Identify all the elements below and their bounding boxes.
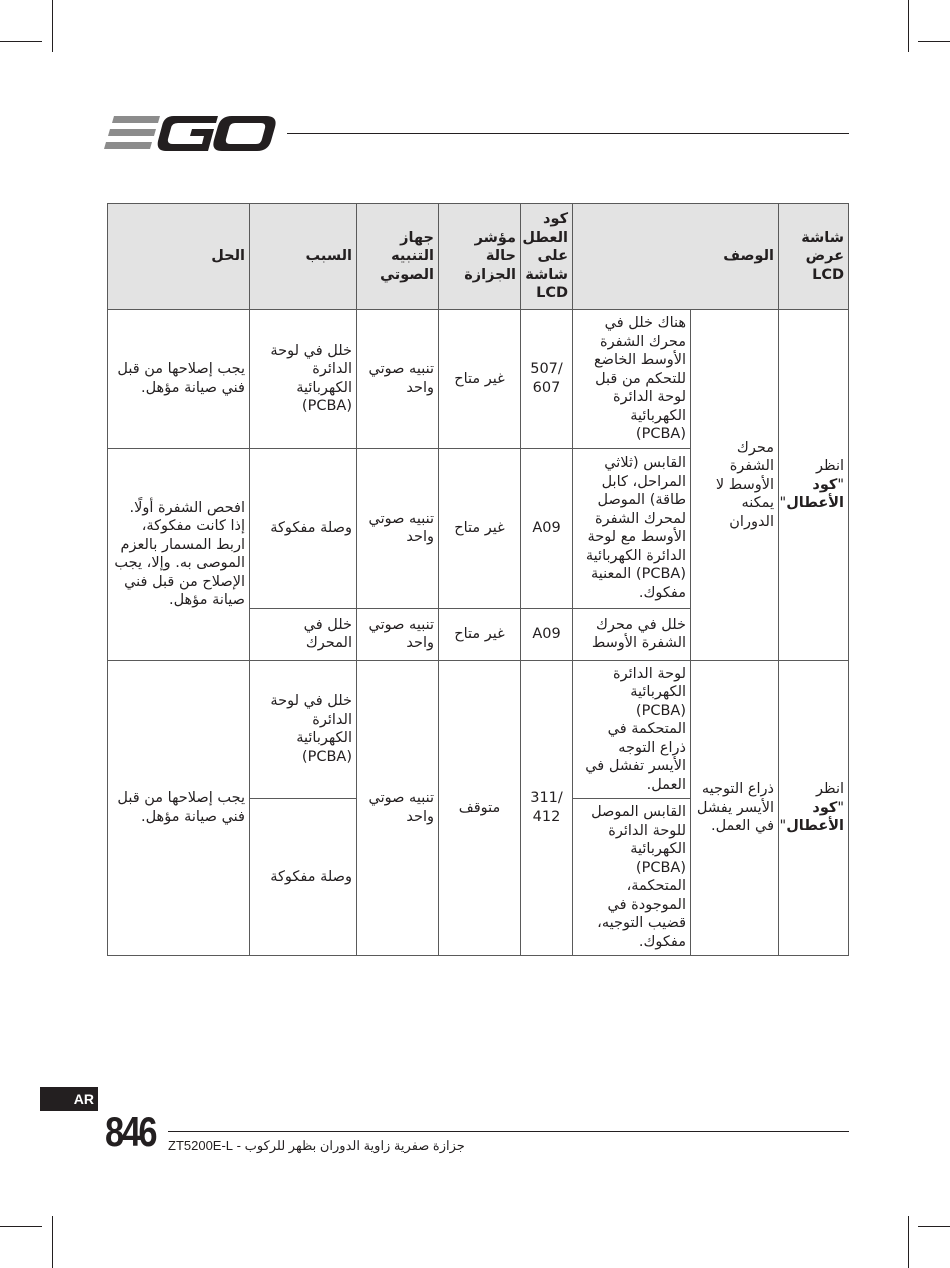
solution: افحص الشفرة أولًا. إذا كانت مفكوكة، اربط المسمار بالعزم الموصى به. وإلا، يجب الإصلاح من قبل فني صيانة مؤهل. <box>108 448 250 660</box>
table-row <box>108 660 849 799</box>
troubleshooting-table <box>107 203 849 956</box>
header-solution: الحل <box>108 204 250 310</box>
lcd-reference: انظر "كود الأعطال" <box>779 310 849 661</box>
crop-mark <box>908 1216 909 1268</box>
status-indicator: غير متاح <box>439 310 521 449</box>
buzzer-value: تنبيه صوتي واحد <box>357 310 439 449</box>
table-header-row <box>108 204 849 310</box>
header-fault-code: كود العطل على شاشة LCD <box>521 204 573 310</box>
cause: وصلة مفكوكة <box>250 448 357 608</box>
cause: خلل في المحرك <box>250 608 357 660</box>
header-rule <box>287 133 849 134</box>
header-buzzer: جهاز التنبيه الصوتي <box>357 204 439 310</box>
crop-mark <box>52 1216 53 1268</box>
crop-mark <box>918 1226 950 1227</box>
footer-title: جزازة صفرية زاوية الدوران بظهر للركوب - ZT5200E-L <box>168 1138 465 1153</box>
buzzer-value: تنبيه صوتي واحد <box>357 660 439 956</box>
cause: وصلة مفكوكة <box>250 799 357 956</box>
status-indicator: متوقف <box>439 660 521 956</box>
header-status-indicator: مؤشر حالة الجزازة <box>439 204 521 310</box>
footer-rule <box>168 1131 849 1132</box>
crop-mark <box>0 1226 42 1227</box>
fault-code: 507/ 607 <box>521 310 573 449</box>
language-tag: AR <box>40 1087 98 1111</box>
crop-mark <box>908 0 909 52</box>
fault-detail: خلل في محرك الشفرة الأوسط <box>573 608 691 660</box>
ego-logo <box>104 112 279 156</box>
header-cause: السبب <box>250 204 357 310</box>
header-description: الوصف <box>573 204 779 310</box>
cause: خلل في لوحة الدائرة الكهربائية (PCBA) <box>250 310 357 449</box>
fault-description: ذراع التوجيه الأيسر يفشل في العمل. <box>691 660 779 956</box>
lcd-reference: انظر "كود الأعطال" <box>779 660 849 956</box>
header-lcd-screen: شاشة عرض LCD <box>779 204 849 310</box>
fault-description: محرك الشفرة الأوسط لا يمكنه الدوران <box>691 310 779 661</box>
page-number: 846 <box>105 1108 156 1155</box>
fault-detail: القابس (ثلاثي المراحل، كابل طاقة) الموصل لمحرك الشفرة الأوسط مع لوحة الدائرة الكهربائية (PCBA) المعنية مفكوك. <box>573 448 691 608</box>
crop-mark <box>0 41 42 42</box>
solution: يجب إصلاحها من قبل فني صيانة مؤهل. <box>108 660 250 956</box>
status-indicator: غير متاح <box>439 448 521 608</box>
buzzer-value: تنبيه صوتي واحد <box>357 608 439 660</box>
fault-code: A09 <box>521 608 573 660</box>
table-row <box>108 310 849 449</box>
status-indicator: غير متاح <box>439 608 521 660</box>
fault-detail: هناك خلل في محرك الشفرة الأوسط الخاضع للتحكم من قبل لوحة الدائرة الكهربائية (PCBA) <box>573 310 691 449</box>
crop-mark <box>918 41 950 42</box>
solution: يجب إصلاحها من قبل فني صيانة مؤهل. <box>108 310 250 449</box>
fault-detail: لوحة الدائرة الكهربائية (PCBA) المتحكمة في ذراع التوجه الأيسر تفشل في العمل. <box>573 660 691 799</box>
ego-logo-mark <box>104 112 279 156</box>
fault-code: A09 <box>521 448 573 608</box>
buzzer-value: تنبيه صوتي واحد <box>357 448 439 608</box>
fault-code: 311/ 412 <box>521 660 573 956</box>
cause: خلل في لوحة الدائرة الكهربائية (PCBA) <box>250 660 357 799</box>
crop-mark <box>52 0 53 52</box>
fault-detail: القابس الموصل للوحة الدائرة الكهربائية (PCBA) المتحكمة، الموجودة في قضيب التوجيه، مفكوك. <box>573 799 691 956</box>
